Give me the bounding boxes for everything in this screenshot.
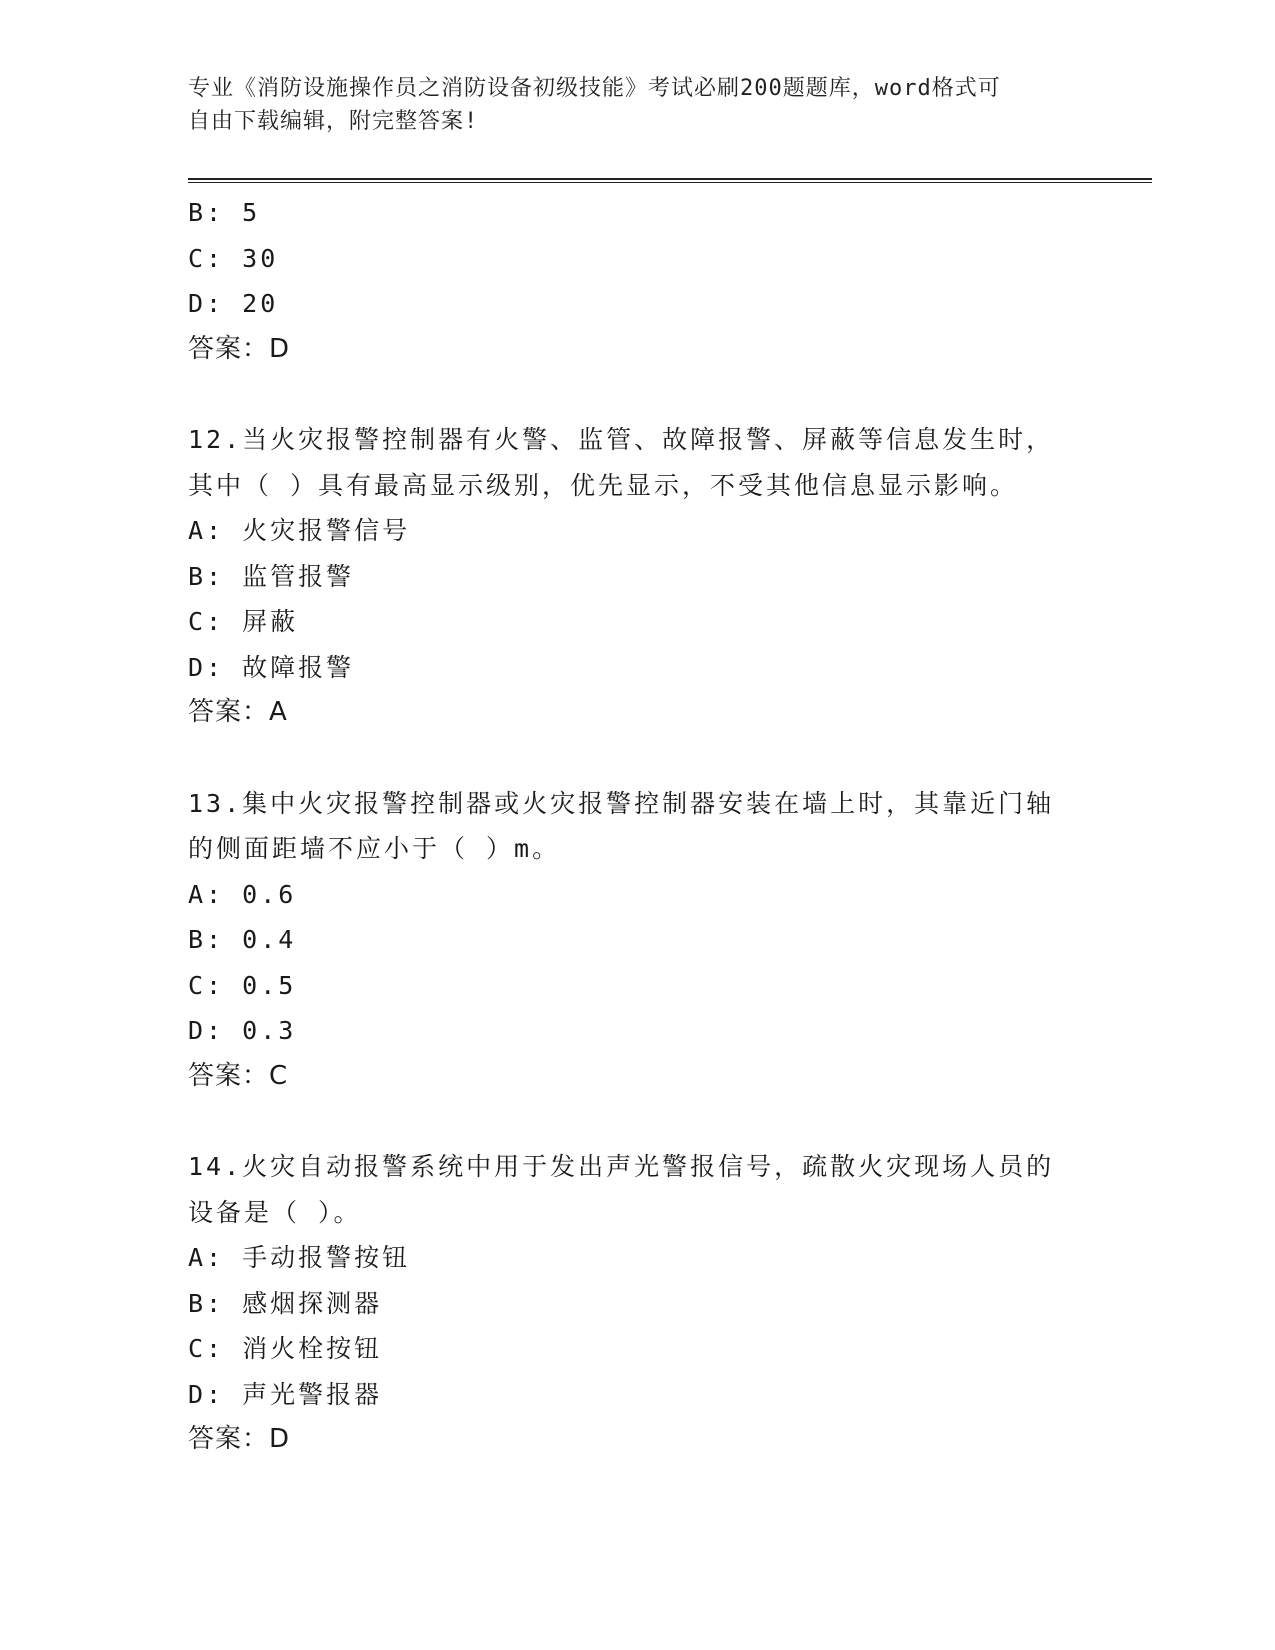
answer-line: 答案：C	[188, 1060, 289, 1091]
question-text-line-2: 其中（ ）具有最高显示级别，优先显示，不受其他信息显示影响。	[188, 470, 1019, 500]
header-divider	[188, 178, 1152, 183]
header-title-line-1: 专业《消防设施操作员之消防设备初级技能》考试必刷200题题库，word格式可	[188, 76, 1001, 101]
option-a: A: 火灾报警信号	[188, 516, 411, 545]
previous-question-tail	[188, 190, 1088, 372]
option-b: B: 监管报警	[188, 561, 355, 591]
question-12	[188, 417, 1088, 736]
option-d: D: 20	[188, 289, 279, 318]
question-text-line-1: 13.集中火灾报警控制器或火灾报警控制器安装在墙上时，其靠近门轴	[188, 788, 1055, 818]
page-header	[188, 72, 1088, 138]
question-text-line-1: 14.火灾自动报警系统中用于发出声光警报信号，疏散火灾现场人员的	[188, 1152, 1055, 1181]
question-13	[188, 781, 1088, 1100]
option-d: D: 故障报警	[188, 652, 355, 682]
question-text-line-1: 12.当火灾报警控制器有火警、监管、故障报警、屏蔽等信息发生时，	[188, 425, 1055, 454]
header-title-line-2: 自由下载编辑，附完整答案!	[188, 109, 479, 134]
option-a: A: 手动报警按钮	[188, 1243, 411, 1272]
option-c: C: 屏蔽	[188, 607, 299, 636]
question-text-line-2: 的侧面距墙不应小于（ ）m。	[188, 834, 561, 863]
option-b: B: 感烟探测器	[188, 1288, 383, 1318]
option-a: A: 0.6	[188, 879, 297, 909]
question-content	[188, 190, 1088, 1463]
question-text-line-2: 设备是（ ）。	[188, 1197, 362, 1227]
answer-line: 答案：D	[188, 333, 291, 364]
option-d: D: 0.3	[188, 1016, 297, 1045]
option-b: B: 0.4	[188, 925, 297, 954]
option-d: D: 声光警报器	[188, 1379, 383, 1409]
option-c: C: 0.5	[188, 970, 297, 1000]
option-c: C: 30	[188, 243, 279, 273]
answer-line: 答案：A	[188, 697, 288, 727]
option-c: C: 消火栓按钮	[188, 1334, 383, 1363]
option-b: B: 5	[188, 198, 261, 227]
answer-line: 答案：D	[188, 1424, 291, 1454]
question-14	[188, 1144, 1088, 1463]
